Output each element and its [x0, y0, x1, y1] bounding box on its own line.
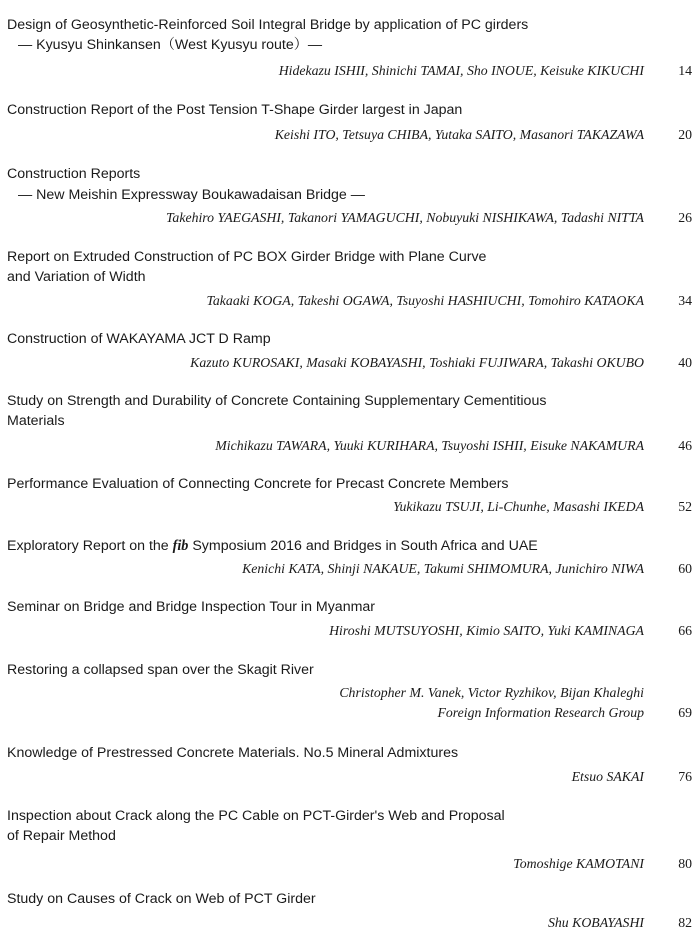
- entry-title: Design of Geosynthetic-Reinforced Soil Integral Bridge by application of PC girders: [7, 17, 529, 33]
- page-number: 46: [678, 438, 692, 453]
- page-number: 26: [678, 210, 692, 225]
- entry-authors: Takehiro YAEGASHI, Takanori YAMAGUCHI, Nobuyuki NISHIKAWA, Tadashi NITTA: [166, 210, 644, 225]
- entry-authors: Yukikazu TSUJI, Li-Chunhe, Masashi IKEDA: [393, 499, 644, 514]
- entry-authors: Takaaki KOGA, Takeshi OGAWA, Tsuyoshi HASHIUCHI, Tomohiro KATAOKA: [206, 293, 644, 308]
- entry-title-cont: of Repair Method: [7, 828, 116, 844]
- page-number: 52: [678, 499, 692, 514]
- entry-title: Construction Report of the Post Tension T-Shape Girder largest in Japan: [7, 102, 463, 118]
- entry-title: Report on Extruded Construction of PC BOX Girder Bridge with Plane Curve: [7, 249, 487, 265]
- page-number: 14: [678, 63, 692, 78]
- entry-title: Construction of WAKAYAMA JCT D Ramp: [7, 331, 271, 347]
- entry-authors: Keishi ITO, Tetsuya CHIBA, Yutaka SAITO, Masanori TAKAZAWA: [274, 127, 644, 142]
- entry-authors: Tomoshige KAMOTANI: [513, 856, 644, 871]
- entry-subtitle: — Kyusyu Shinkansen（West Kyusyu route）—: [18, 37, 323, 53]
- page-number: 20: [678, 127, 692, 142]
- entry-title: Study on Causes of Crack on Web of PCT Girder: [7, 891, 316, 907]
- entry-group: Foreign Information Research Group: [437, 705, 644, 720]
- entry-title: Performance Evaluation of Connecting Concrete for Precast Concrete Members: [7, 476, 509, 492]
- fib-italic: fib: [172, 538, 189, 554]
- entry-authors: Hiroshi MUTSUYOSHI, Kimio SAITO, Yuki KAMINAGA: [329, 623, 644, 638]
- entry-authors: Hidekazu ISHII, Shinichi TAMAI, Sho INOUE, Keisuke KIKUCHI: [278, 63, 644, 78]
- entry-authors: Kazuto KUROSAKI, Masaki KOBAYASHI, Toshiaki FUJIWARA, Takashi OKUBO: [190, 355, 644, 370]
- entry-authors: Kenichi KATA, Shinji NAKAUE, Takumi SHIMOMURA, Junichiro NIWA: [242, 561, 644, 576]
- page-number: 76: [678, 769, 692, 784]
- entry-title: Restoring a collapsed span over the Skagit River: [7, 662, 314, 678]
- page-number: 80: [678, 856, 692, 871]
- entry-title: Study on Strength and Durability of Concrete Containing Supplementary Cementitious: [7, 393, 547, 409]
- entry-subtitle: — New Meishin Expressway Boukawadaisan Bridge —: [18, 187, 365, 203]
- entry-title: Knowledge of Prestressed Concrete Materials. No.5 Mineral Admixtures: [7, 745, 459, 761]
- entry-title: Seminar on Bridge and Bridge Inspection Tour in Myanmar: [7, 599, 376, 615]
- entry-authors: Shu KOBAYASHI: [548, 915, 644, 930]
- page-number: 34: [678, 293, 692, 308]
- page-number: 69: [678, 705, 692, 720]
- page-number: 82: [678, 915, 692, 930]
- entry-title: Inspection about Crack along the PC Cable on PCT-Girder's Web and Proposal: [7, 808, 505, 824]
- entry-title-part: Symposium 2016 and Bridges in South Africa and UAE: [188, 538, 538, 554]
- entry-authors: Christopher M. Vanek, Victor Ryzhikov, Bijan Khaleghi: [339, 685, 644, 700]
- entry-title-cont: and Variation of Width: [7, 269, 146, 285]
- page-number: 66: [678, 623, 692, 638]
- page-number: 40: [678, 355, 692, 370]
- entry-title-part: Exploratory Report on the: [7, 538, 173, 554]
- entry-title: Construction Reports: [7, 166, 141, 182]
- entry-title: [7, 537, 538, 555]
- page-number: 60: [678, 561, 692, 576]
- entry-title-cont: Materials: [7, 413, 65, 429]
- entry-authors: Michikazu TAWARA, Yuuki KURIHARA, Tsuyoshi ISHII, Eisuke NAKAMURA: [215, 438, 644, 453]
- entry-authors: Etsuo SAKAI: [571, 769, 644, 784]
